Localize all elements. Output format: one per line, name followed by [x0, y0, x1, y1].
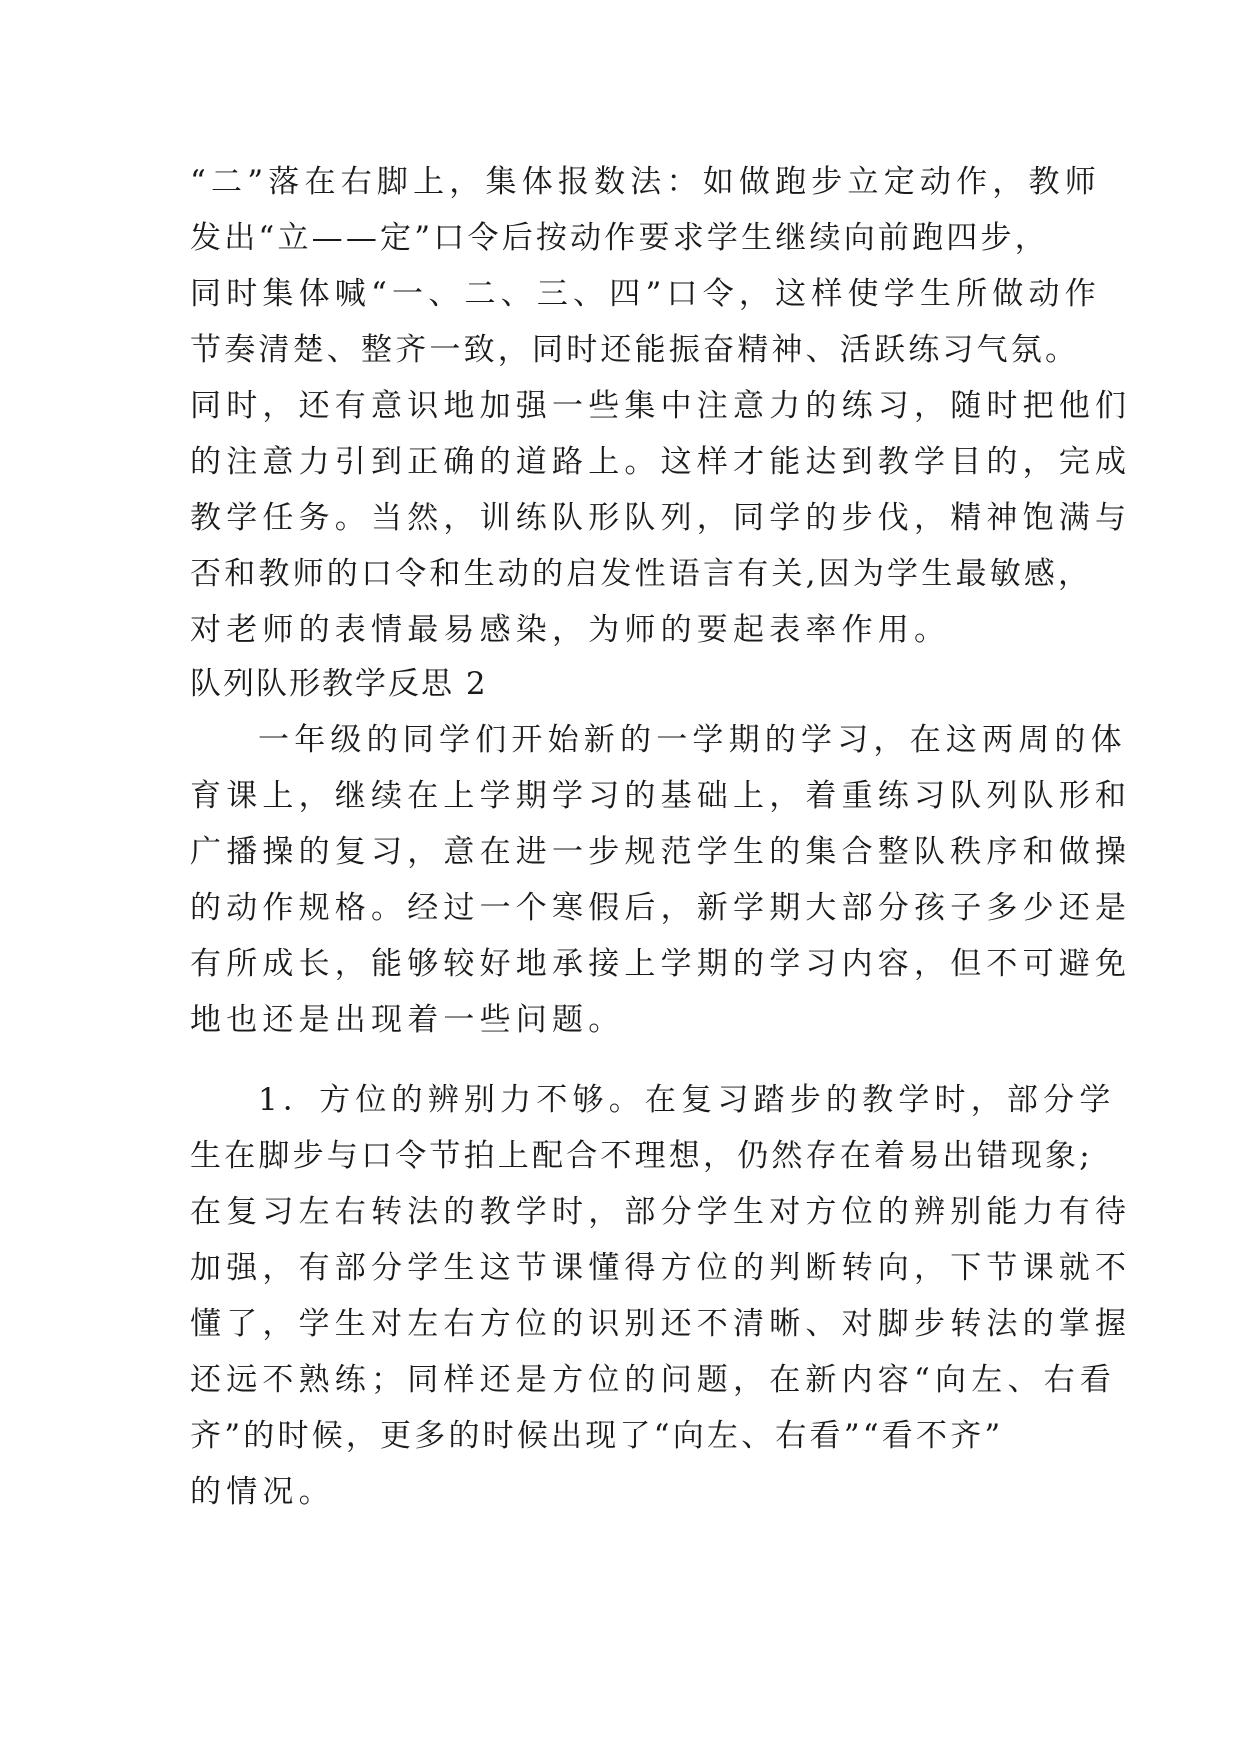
paragraph-line: 节奏清楚、整齐一致，同时还能振奋精神、活跃练习气氛。 [190, 332, 1080, 368]
paragraph-line: 的动作规格。经过一个寒假后，新学期大部分孩子多少还是 [190, 890, 1132, 926]
paragraph-line: 同时集体喊“一、二、三、四”口令，这样使学生所做动作 [190, 276, 1101, 312]
paragraph-line: 同时，还有意识地加强一些集中注意力的练习，随时把他们 [190, 388, 1132, 424]
paragraph-line: 广播操的复习，意在进一步规范学生的集合整队秩序和做操 [190, 834, 1132, 870]
paragraph-line: 一年级的同学们开始新的一学期的学习，在这两周的体 [258, 722, 1127, 758]
paragraph-line: 的情况。 [190, 1474, 335, 1510]
paragraph-line: 对老师的表情最易感染，为师的要起表率作用。 [190, 612, 951, 648]
paragraph-line: 育课上，继续在上学期学习的基础上，着重练习队列队形和 [190, 778, 1132, 814]
paragraph-line: 教学任务。当然，训练队形队列，同学的步伐，精神饱满与 [190, 500, 1132, 536]
paragraph-line: 的注意力引到正确的道路上。这样才能达到教学目的，完成 [190, 444, 1132, 480]
paragraph-line: 在复习左右转法的教学时，部分学生对方位的辨别能力有待 [190, 1194, 1132, 1230]
paragraph-line: 加强，有部分学生这节课懂得方位的判断转向，下节课就不 [190, 1250, 1132, 1286]
paragraph-line: 地也还是出现着一些问题。 [190, 1002, 625, 1038]
paragraph-line: 有所成长，能够较好地承接上学期的学习内容，但不可避免 [190, 946, 1132, 982]
section-heading: 队列队形教学反思 2 [190, 666, 488, 702]
paragraph-line: 1．方位的辨别力不够。在复习踏步的教学时，部分学 [258, 1082, 1116, 1118]
paragraph-line: “二”落在右脚上，集体报数法：如做跑步立定动作，教师 [190, 164, 1101, 200]
paragraph-line: 发出“立——定”口令后按动作要求学生继续向前跑四步， [190, 220, 1049, 256]
paragraph-line: 懂了，学生对左右方位的识别还不清晰、对脚步转法的掌握 [190, 1306, 1132, 1342]
paragraph-line: 齐”的时候，更多的时候出现了“向左、右看”“看不齐” [190, 1418, 1004, 1454]
paragraph-line: 生在脚步与口令节拍上配合不理想，仍然存在着易出错现象; [190, 1138, 1093, 1174]
paragraph-line: 还远不熟练；同样还是方位的问题，在新内容“向左、右看 [190, 1362, 1117, 1398]
paragraph-line: 否和教师的口令和生动的启发性语言有关,因为学生最敏感， [190, 556, 1093, 592]
